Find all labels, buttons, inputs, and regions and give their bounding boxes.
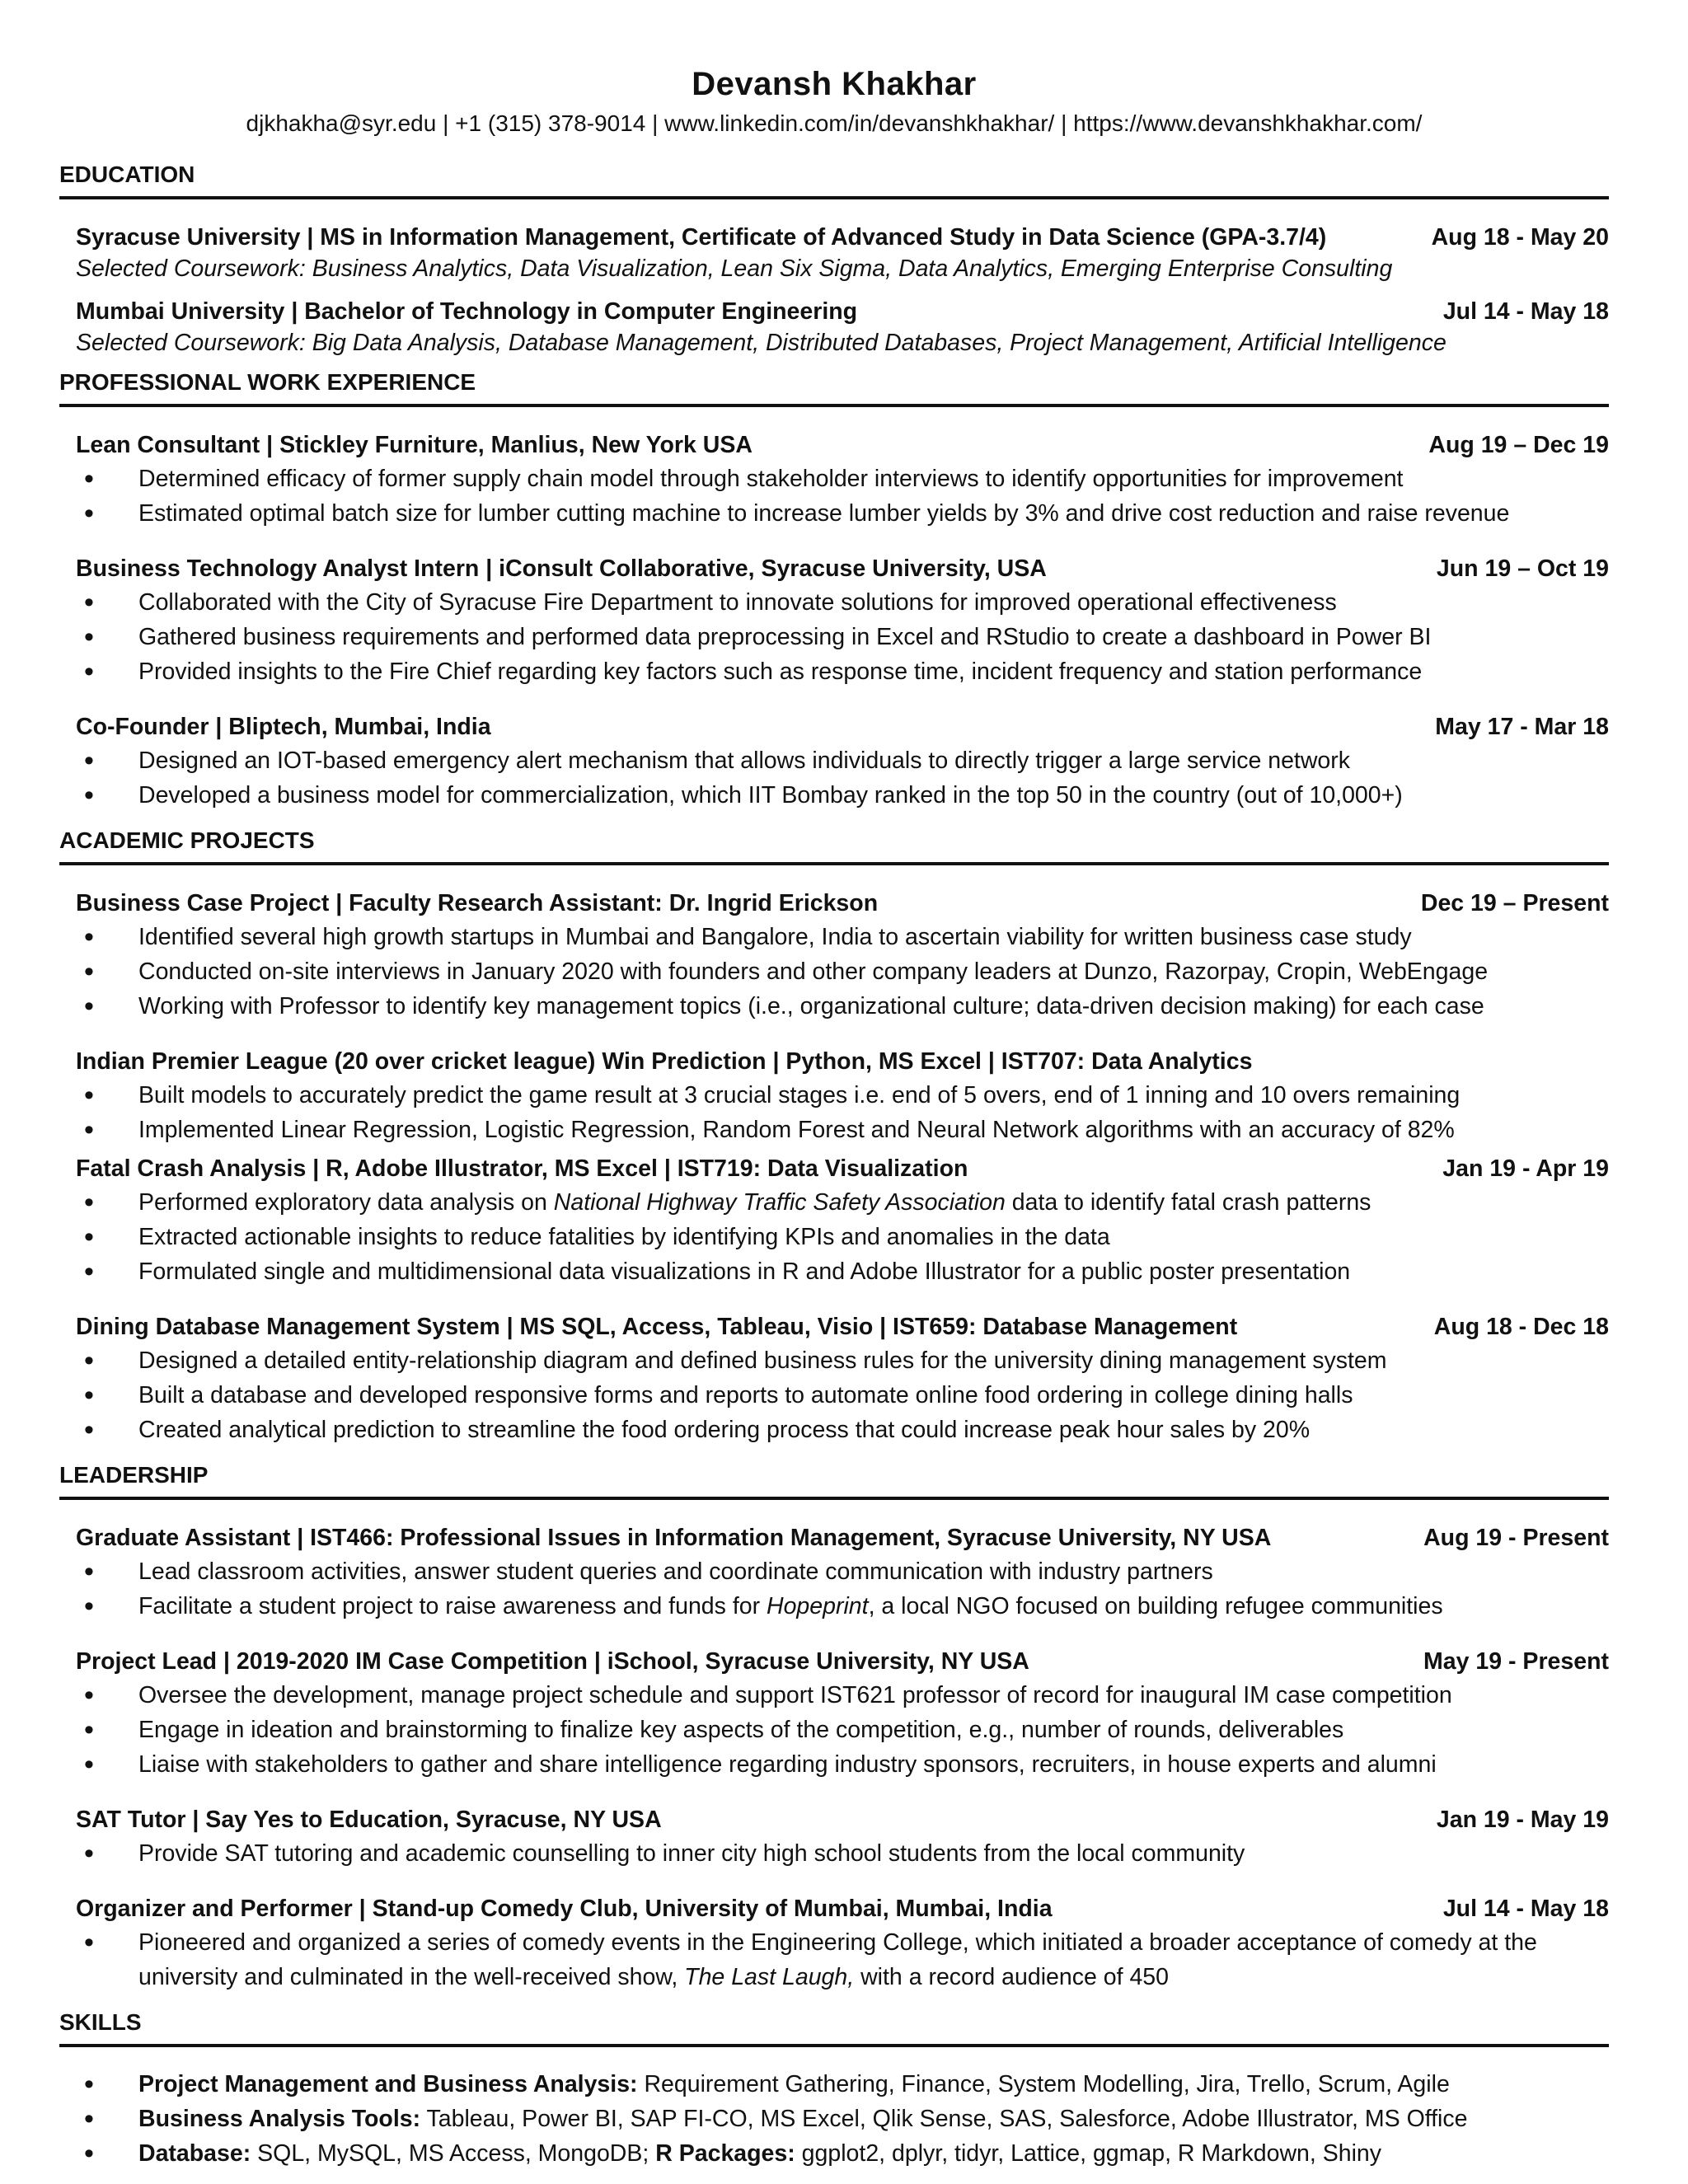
entry-heading-row bbox=[76, 1520, 1609, 1549]
experience-section bbox=[59, 371, 1609, 813]
bullet-text: data to identify fatal crash patterns bbox=[1005, 1189, 1372, 1216]
skill-item bbox=[76, 2102, 1609, 2136]
skill-label: Project Management and Business Analysis: bbox=[138, 2071, 638, 2097]
entry-heading-row bbox=[76, 709, 1609, 738]
entry-heading-row bbox=[76, 1643, 1609, 1673]
candidate-name: Devansh Khakhar bbox=[692, 66, 977, 102]
bullet-item: • Gathered business requirements and performed data preprocessing in Excel and RStudio to create a dashboard in Power BI bbox=[76, 620, 1609, 654]
leadership-section bbox=[59, 1464, 1609, 1994]
bullet-text: Facilitate a student project to raise awareness and funds for bbox=[138, 1593, 767, 1619]
entry-heading-row bbox=[76, 1309, 1609, 1338]
bullet-list bbox=[76, 2067, 1609, 2171]
bullet-list bbox=[76, 1554, 1609, 1624]
bullet-item: • Working with Professor to identify key management topics (i.e., organizational culture; data-driven decision making) for each case bbox=[76, 989, 1609, 1024]
bullet-list bbox=[76, 920, 1609, 1024]
entry-heading-row bbox=[76, 219, 1609, 249]
coursework-line: Selected Coursework: Big Data Analysis, Database Management, Distributed Databases, Project Management, Artificial Intelligence bbox=[76, 329, 1447, 356]
bullet-list bbox=[76, 1343, 1609, 1447]
entry-heading-row bbox=[76, 1802, 1609, 1831]
bullet-item: • Formulated single and multidimensional data visualizations in R and Adobe Illustrator for a public poster presentation bbox=[76, 1254, 1609, 1289]
entry-date: Jan 19 - Apr 19 bbox=[1442, 1155, 1609, 1182]
section-title-education: EDUCATION bbox=[59, 163, 1609, 199]
section-title-experience: PROFESSIONAL WORK EXPERIENCE bbox=[59, 371, 1609, 407]
entry-heading-row bbox=[76, 885, 1609, 915]
coursework-line: Selected Coursework: Business Analytics, Data Visualization, Lean Six Sigma, Data Analytics, Emerging Enterprise Consulting bbox=[76, 255, 1393, 282]
section-title-skills: SKILLS bbox=[59, 2011, 1609, 2047]
bullet-item: • Determined efficacy of former supply chain model through stakeholder interviews to identify opportunities for improvement bbox=[76, 462, 1609, 496]
entry-date: Aug 18 - May 20 bbox=[1431, 223, 1609, 251]
entry-heading: Indian Premier League (20 over cricket league) Win Prediction | Python, MS Excel | IST707: Data Analytics bbox=[76, 1047, 1253, 1075]
entry-date: Jul 14 - May 18 bbox=[1442, 1895, 1609, 1922]
skill-item bbox=[76, 2067, 1609, 2102]
entry-heading: Business Technology Analyst Intern | iConsult Collaborative, Syracuse University, USA bbox=[76, 555, 1047, 582]
bullet-item: • Extracted actionable insights to reduce fatalities by identifying KPIs and anomalies in the data bbox=[76, 1220, 1609, 1254]
bullet-item: • Identified several high growth startups in Mumbai and Bangalore, India to ascertain viability for written business case study bbox=[76, 920, 1609, 954]
bullet-text: Performed exploratory data analysis on bbox=[138, 1189, 554, 1216]
bullet-item: • Liaise with stakeholders to gather and share intelligence regarding industry sponsors, recruiters, in house experts and alumni bbox=[76, 1747, 1609, 1782]
entry-date: Aug 19 – Dec 19 bbox=[1428, 431, 1609, 458]
skills-section bbox=[59, 2011, 1609, 2171]
bullet-list bbox=[76, 743, 1609, 813]
bullet-item bbox=[76, 1925, 1609, 1994]
entry-heading: Organizer and Performer | Stand-up Comedy Club, University of Mumbai, Mumbai, India bbox=[76, 1895, 1053, 1922]
entry-date: Jun 19 – Oct 19 bbox=[1436, 555, 1609, 582]
skill-value: Tableau, Power BI, SAP FI-CO, MS Excel, Qlik Sense, SAS, Salesforce, Adobe Illustrator, MS Office bbox=[420, 2106, 1468, 2132]
project-entry bbox=[76, 1043, 1609, 1147]
bullet-item: • Lead classroom activities, answer student queries and coordinate communication with industry partners bbox=[76, 1554, 1609, 1589]
bullet-text: Pioneered and organized a series of comedy events in the Engineering College, which initiated a broader acceptance of comedy at the university and culminated in the well-received show, bbox=[138, 1929, 1537, 1990]
skill-label: Business Analysis Tools: bbox=[138, 2106, 421, 2132]
bullet-item: • Built a database and developed responsive forms and reports to automate online food ordering in college dining halls bbox=[76, 1378, 1609, 1413]
bullet-text: with a record audience of 450 bbox=[854, 1964, 1169, 1990]
skill-value: ggplot2, dplyr, tidyr, Lattice, ggmap, R Markdown, Shiny bbox=[795, 2140, 1382, 2167]
organization-name: National Highway Traffic Safety Association bbox=[553, 1189, 1006, 1216]
experience-entry bbox=[76, 709, 1609, 813]
leadership-entry bbox=[76, 1802, 1609, 1871]
bullet-item: • Designed an IOT-based emergency alert mechanism that allows individuals to directly trigger a large service network bbox=[76, 743, 1609, 778]
bullet-item: • Conducted on-site interviews in January 2020 with founders and other company leaders at Dunzo, Razorpay, Cropin, WebEngage bbox=[76, 954, 1609, 989]
education-section bbox=[59, 163, 1609, 354]
bullet-text: , a local NGO focused on building refugee communities bbox=[868, 1593, 1443, 1619]
bullet-list bbox=[76, 1185, 1609, 1289]
contact-line: djkhakha@syr.edu | +1 (315) 378-9014 | www.linkedin.com/in/devanshkhakhar/ | https://www.devanshkhakhar.com/ bbox=[246, 110, 1423, 136]
bullet-list bbox=[76, 1078, 1609, 1147]
skill-item bbox=[76, 2136, 1609, 2171]
bullet-list bbox=[76, 1678, 1609, 1782]
entry-date: Jul 14 - May 18 bbox=[1442, 298, 1609, 325]
bullet-item bbox=[76, 1589, 1609, 1624]
bullet-item: • Estimated optimal batch size for lumber cutting machine to increase lumber yields by 3% and drive cost reduction and raise revenue bbox=[76, 496, 1609, 531]
skill-label: R Packages: bbox=[655, 2140, 795, 2167]
entry-heading: Lean Consultant | Stickley Furniture, Manlius, New York USA bbox=[76, 431, 753, 458]
skills-entry bbox=[76, 2067, 1609, 2171]
entry-heading-row bbox=[76, 427, 1609, 457]
bullet-list bbox=[76, 1925, 1609, 1994]
bullet-item: • Developed a business model for commercialization, which IIT Bombay ranked in the top 50 in the country (out of 10,000+) bbox=[76, 778, 1609, 813]
entry-heading: Project Lead | 2019-2020 IM Case Competition | iSchool, Syracuse University, NY USA bbox=[76, 1647, 1029, 1675]
experience-entry bbox=[76, 427, 1609, 531]
education-entry bbox=[76, 293, 1609, 354]
project-entry bbox=[76, 1151, 1609, 1289]
bullet-item: • Designed a detailed entity-relationship diagram and defined business rules for the university dining management system bbox=[76, 1343, 1609, 1378]
section-title-projects: ACADEMIC PROJECTS bbox=[59, 829, 1609, 865]
entry-date: Aug 18 - Dec 18 bbox=[1433, 1313, 1609, 1340]
bullet-list bbox=[76, 585, 1609, 689]
project-entry bbox=[76, 885, 1609, 1024]
entry-date: May 17 - Mar 18 bbox=[1435, 713, 1609, 740]
bullet-item: • Provided insights to the Fire Chief regarding key factors such as response time, incident frequency and station performance bbox=[76, 654, 1609, 689]
project-entry bbox=[76, 1309, 1609, 1447]
entry-heading-row bbox=[76, 293, 1609, 323]
bullet-list bbox=[76, 1836, 1609, 1871]
entry-date: Dec 19 – Present bbox=[1420, 889, 1609, 916]
experience-entry bbox=[76, 551, 1609, 689]
education-entry bbox=[76, 219, 1609, 280]
entry-date: Jan 19 - May 19 bbox=[1436, 1806, 1609, 1833]
entry-heading-row bbox=[76, 1151, 1609, 1180]
bullet-item: • Implemented Linear Regression, Logistic Regression, Random Forest and Neural Network algorithms with an accuracy of 82% bbox=[76, 1113, 1609, 1147]
bullet-list bbox=[76, 462, 1609, 531]
bullet-item: • Oversee the development, manage project schedule and support IST621 professor of record for inaugural IM case competition bbox=[76, 1678, 1609, 1713]
entry-heading: Fatal Crash Analysis | R, Adobe Illustrator, MS Excel | IST719: Data Visualization bbox=[76, 1155, 968, 1182]
entry-date: Aug 19 - Present bbox=[1423, 1524, 1609, 1551]
projects-section bbox=[59, 829, 1609, 1447]
skill-value: Requirement Gathering, Finance, System Modelling, Jira, Trello, Scrum, Agile bbox=[637, 2071, 1450, 2097]
bullet-item: • Provide SAT tutoring and academic counselling to inner city high school students from the local community bbox=[76, 1836, 1609, 1871]
bullet-item: • Built models to accurately predict the game result at 3 crucial stages i.e. end of 5 overs, end of 1 inning and 10 overs remaining bbox=[76, 1078, 1609, 1113]
bullet-item: • Collaborated with the City of Syracuse Fire Department to innovate solutions for improved operational effectiveness bbox=[76, 585, 1609, 620]
bullet-item bbox=[76, 1185, 1609, 1220]
organization-name: Hopeprint bbox=[767, 1593, 869, 1619]
section-title-leadership: LEADERSHIP bbox=[59, 1464, 1609, 1500]
entry-heading: Syracuse University | MS in Information Management, Certificate of Advanced Study in Data Science (GPA-3.7/4) bbox=[76, 223, 1327, 251]
bullet-item: • Engage in ideation and brainstorming to finalize key aspects of the competition, e.g., number of rounds, deliverables bbox=[76, 1713, 1609, 1747]
leadership-entry bbox=[76, 1643, 1609, 1782]
leadership-entry bbox=[76, 1520, 1609, 1624]
entry-heading-row bbox=[76, 1891, 1609, 1920]
entry-heading: Mumbai University | Bachelor of Technology in Computer Engineering bbox=[76, 298, 858, 325]
skill-value: SQL, MySQL, MS Access, MongoDB; bbox=[251, 2140, 656, 2167]
leadership-entry bbox=[76, 1891, 1609, 1994]
entry-heading: Co-Founder | Bliptech, Mumbai, India bbox=[76, 713, 491, 740]
entry-date: May 19 - Present bbox=[1423, 1647, 1609, 1675]
entry-heading-row bbox=[76, 551, 1609, 580]
entry-heading: Business Case Project | Faculty Research Assistant: Dr. Ingrid Erickson bbox=[76, 889, 879, 916]
bullet-item: • Created analytical prediction to streamline the food ordering process that could increase peak hour sales by 20% bbox=[76, 1413, 1609, 1447]
show-name: The Last Laugh, bbox=[684, 1964, 855, 1990]
entry-heading-row bbox=[76, 1043, 1609, 1073]
entry-heading: Graduate Assistant | IST466: Professional Issues in Information Management, Syracuse University, NY USA bbox=[76, 1524, 1272, 1551]
skill-label: Database: bbox=[138, 2140, 251, 2167]
entry-heading: Dining Database Management System | MS SQL, Access, Tableau, Visio | IST659: Database Management bbox=[76, 1313, 1238, 1340]
entry-heading: SAT Tutor | Say Yes to Education, Syracuse, NY USA bbox=[76, 1806, 662, 1833]
